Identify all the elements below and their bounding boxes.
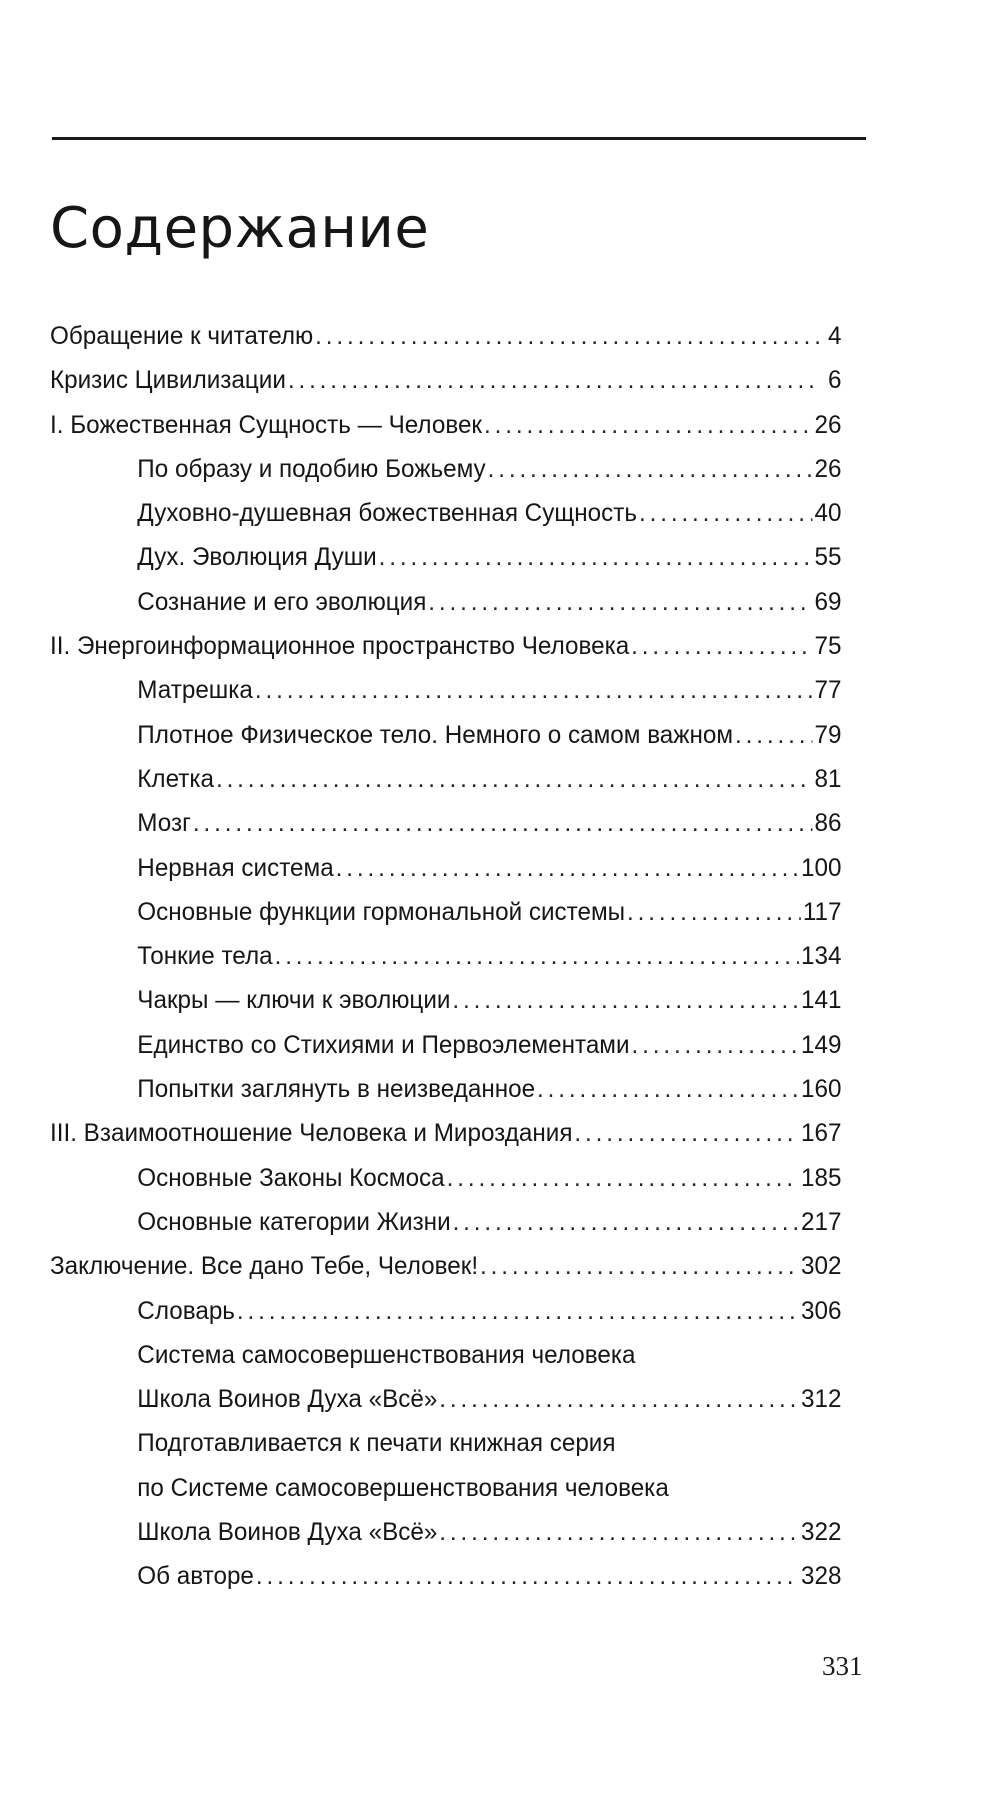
- toc-entry: [50, 1075, 842, 1119]
- toc-entry-page: 134: [801, 942, 842, 971]
- dot-leader: [735, 721, 813, 750]
- dot-leader: [255, 676, 813, 705]
- toc-entry-page: 302: [801, 1252, 842, 1281]
- toc-entry-page: 217: [801, 1207, 842, 1236]
- toc-entry-title: Система самосовершенствования человека: [137, 1340, 636, 1369]
- toc-entry-page: 117: [802, 897, 842, 926]
- toc-entry-page: 306: [801, 1296, 842, 1325]
- toc-entry: [50, 1518, 842, 1562]
- toc-entry-page: 167: [801, 1119, 842, 1148]
- dot-leader: [336, 854, 799, 883]
- toc-entry-title: Плотное Физическое тело. Немного о самом важном: [137, 720, 734, 749]
- toc-entry: [50, 765, 842, 809]
- toc-entry-title: Тонкие тела: [137, 942, 273, 971]
- toc-entry-title: II. Энергоинформационное пространство Человека: [50, 632, 630, 661]
- toc-entry-page: 328: [801, 1562, 842, 1591]
- toc-entry-title: Подготавливается к печати книжная серия: [137, 1429, 616, 1458]
- toc-entry-page: 6: [828, 366, 842, 395]
- toc-entry-title: Мозг: [137, 809, 191, 838]
- toc-entry-title: Основные категории Жизни: [137, 1207, 451, 1236]
- dot-leader: [237, 1297, 799, 1326]
- dot-leader: [574, 1119, 799, 1148]
- toc-entry-title: Заключение. Все дано Тебе, Человек!: [50, 1252, 479, 1281]
- toc-entry-title: Основные Законы Космоса: [137, 1163, 445, 1192]
- toc-entry-title: Попытки заглянуть в неизведанное: [137, 1075, 536, 1104]
- toc-entry-page: 75: [814, 632, 842, 661]
- dot-leader: [216, 765, 813, 794]
- toc-entry-title: Клетка: [137, 764, 215, 793]
- dot-leader: [484, 411, 813, 440]
- toc-entry-page: 79: [814, 720, 842, 749]
- dot-leader: [288, 366, 820, 395]
- toc-entry: [50, 942, 842, 986]
- toc-entry: [50, 1474, 842, 1518]
- toc-entry-title: Матрешка: [137, 676, 253, 705]
- toc-entry: [50, 1297, 842, 1341]
- dot-leader: [315, 322, 820, 351]
- toc-entry-title: Сознание и его эволюция: [137, 587, 427, 616]
- toc-entry-page: 322: [801, 1518, 842, 1547]
- dot-leader: [537, 1075, 799, 1104]
- toc-entry: [50, 986, 842, 1030]
- toc-entry-page: 55: [814, 543, 842, 572]
- toc-entry-title: Школа Воинов Духа «Всё»: [137, 1518, 438, 1547]
- page-number: 331: [822, 1651, 863, 1681]
- toc-entry-title: Кризис Цивилизации: [50, 366, 286, 395]
- toc-entry: [50, 1429, 842, 1473]
- toc-entry: [50, 366, 842, 410]
- toc-entry-title: по Системе самосовершенствования человека: [137, 1473, 669, 1502]
- toc-entry: [50, 588, 842, 632]
- toc-entry-title: Дух. Эволюция Души: [137, 543, 377, 572]
- toc-entry-title: Нервная система: [137, 853, 334, 882]
- toc-entry: [50, 809, 842, 853]
- toc-entry: [50, 854, 842, 898]
- dot-leader: [639, 499, 813, 528]
- toc-entry: [50, 898, 842, 942]
- page-title: Содержание: [50, 195, 430, 261]
- toc-entry: [50, 543, 842, 587]
- toc-entry: [50, 1164, 842, 1208]
- dot-leader: [631, 1031, 799, 1060]
- toc-entry-title: Основные функции гормональной системы: [137, 897, 626, 926]
- toc-entry: [50, 1252, 842, 1296]
- toc-entry: [50, 632, 842, 676]
- toc-entry-title: Духовно-душевная божественная Сущность: [137, 499, 638, 528]
- toc-entry-page: 40: [814, 499, 842, 528]
- dot-leader: [379, 543, 813, 572]
- toc-entry-page: 100: [801, 853, 842, 882]
- toc-entry: [50, 1562, 842, 1606]
- dot-leader: [452, 986, 799, 1015]
- toc-entry-page: 4: [828, 322, 842, 350]
- dot-leader: [428, 588, 812, 617]
- toc-entry: [50, 455, 842, 499]
- toc-entry-page: 26: [814, 410, 842, 439]
- toc-entry-page: 160: [801, 1075, 842, 1104]
- toc-entry-title: По образу и подобию Божьему: [137, 454, 486, 483]
- toc-entry-title: Обращение к читателю: [50, 322, 314, 350]
- toc-entry-title: I. Божественная Сущность — Человек: [50, 410, 483, 439]
- toc-entry-title: Об авторе: [137, 1562, 254, 1591]
- toc-entry: [50, 721, 842, 765]
- toc-entry-page: 86: [814, 809, 842, 838]
- dot-leader: [439, 1518, 799, 1547]
- toc-entry: [50, 1119, 842, 1163]
- dot-leader: [488, 455, 813, 484]
- toc-entry-page: 69: [814, 587, 842, 616]
- toc-entry: [50, 1341, 842, 1385]
- dot-leader: [256, 1562, 799, 1591]
- toc-entry: [50, 322, 842, 366]
- dot-leader: [453, 1208, 800, 1237]
- dot-leader: [631, 632, 812, 661]
- toc-entry-page: 81: [814, 764, 842, 793]
- toc-entry: [50, 1031, 842, 1075]
- toc-entry-title: III. Взаимоотношение Человека и Мироздания: [50, 1119, 573, 1148]
- table-of-contents: [50, 322, 866, 1607]
- toc-entry: [50, 411, 842, 455]
- toc-entry-title: Единство со Стихиями и Первоэлементами: [137, 1030, 630, 1059]
- toc-entry-title: Чакры — ключи к эволюции: [137, 986, 451, 1015]
- toc-entry-title: Словарь: [137, 1296, 235, 1325]
- toc-entry: [50, 499, 842, 543]
- toc-entry-page: 77: [814, 676, 842, 705]
- toc-entry: [50, 1385, 842, 1429]
- toc-entry-page: 185: [801, 1163, 842, 1192]
- top-rule: [52, 137, 866, 140]
- toc-entry: [50, 1208, 842, 1252]
- toc-entry-page: 312: [801, 1385, 842, 1414]
- toc-entry-page: 141: [801, 986, 842, 1015]
- toc-entry-page: 26: [814, 454, 842, 483]
- dot-leader: [275, 942, 800, 971]
- dot-leader: [193, 809, 813, 838]
- dot-leader: [627, 898, 801, 927]
- dot-leader: [480, 1252, 799, 1281]
- toc-entry-title: Школа Воинов Духа «Всё»: [137, 1385, 438, 1414]
- toc-entry: [50, 676, 842, 720]
- dot-leader: [447, 1164, 800, 1193]
- toc-entry-page: 149: [801, 1030, 842, 1059]
- dot-leader: [439, 1385, 799, 1414]
